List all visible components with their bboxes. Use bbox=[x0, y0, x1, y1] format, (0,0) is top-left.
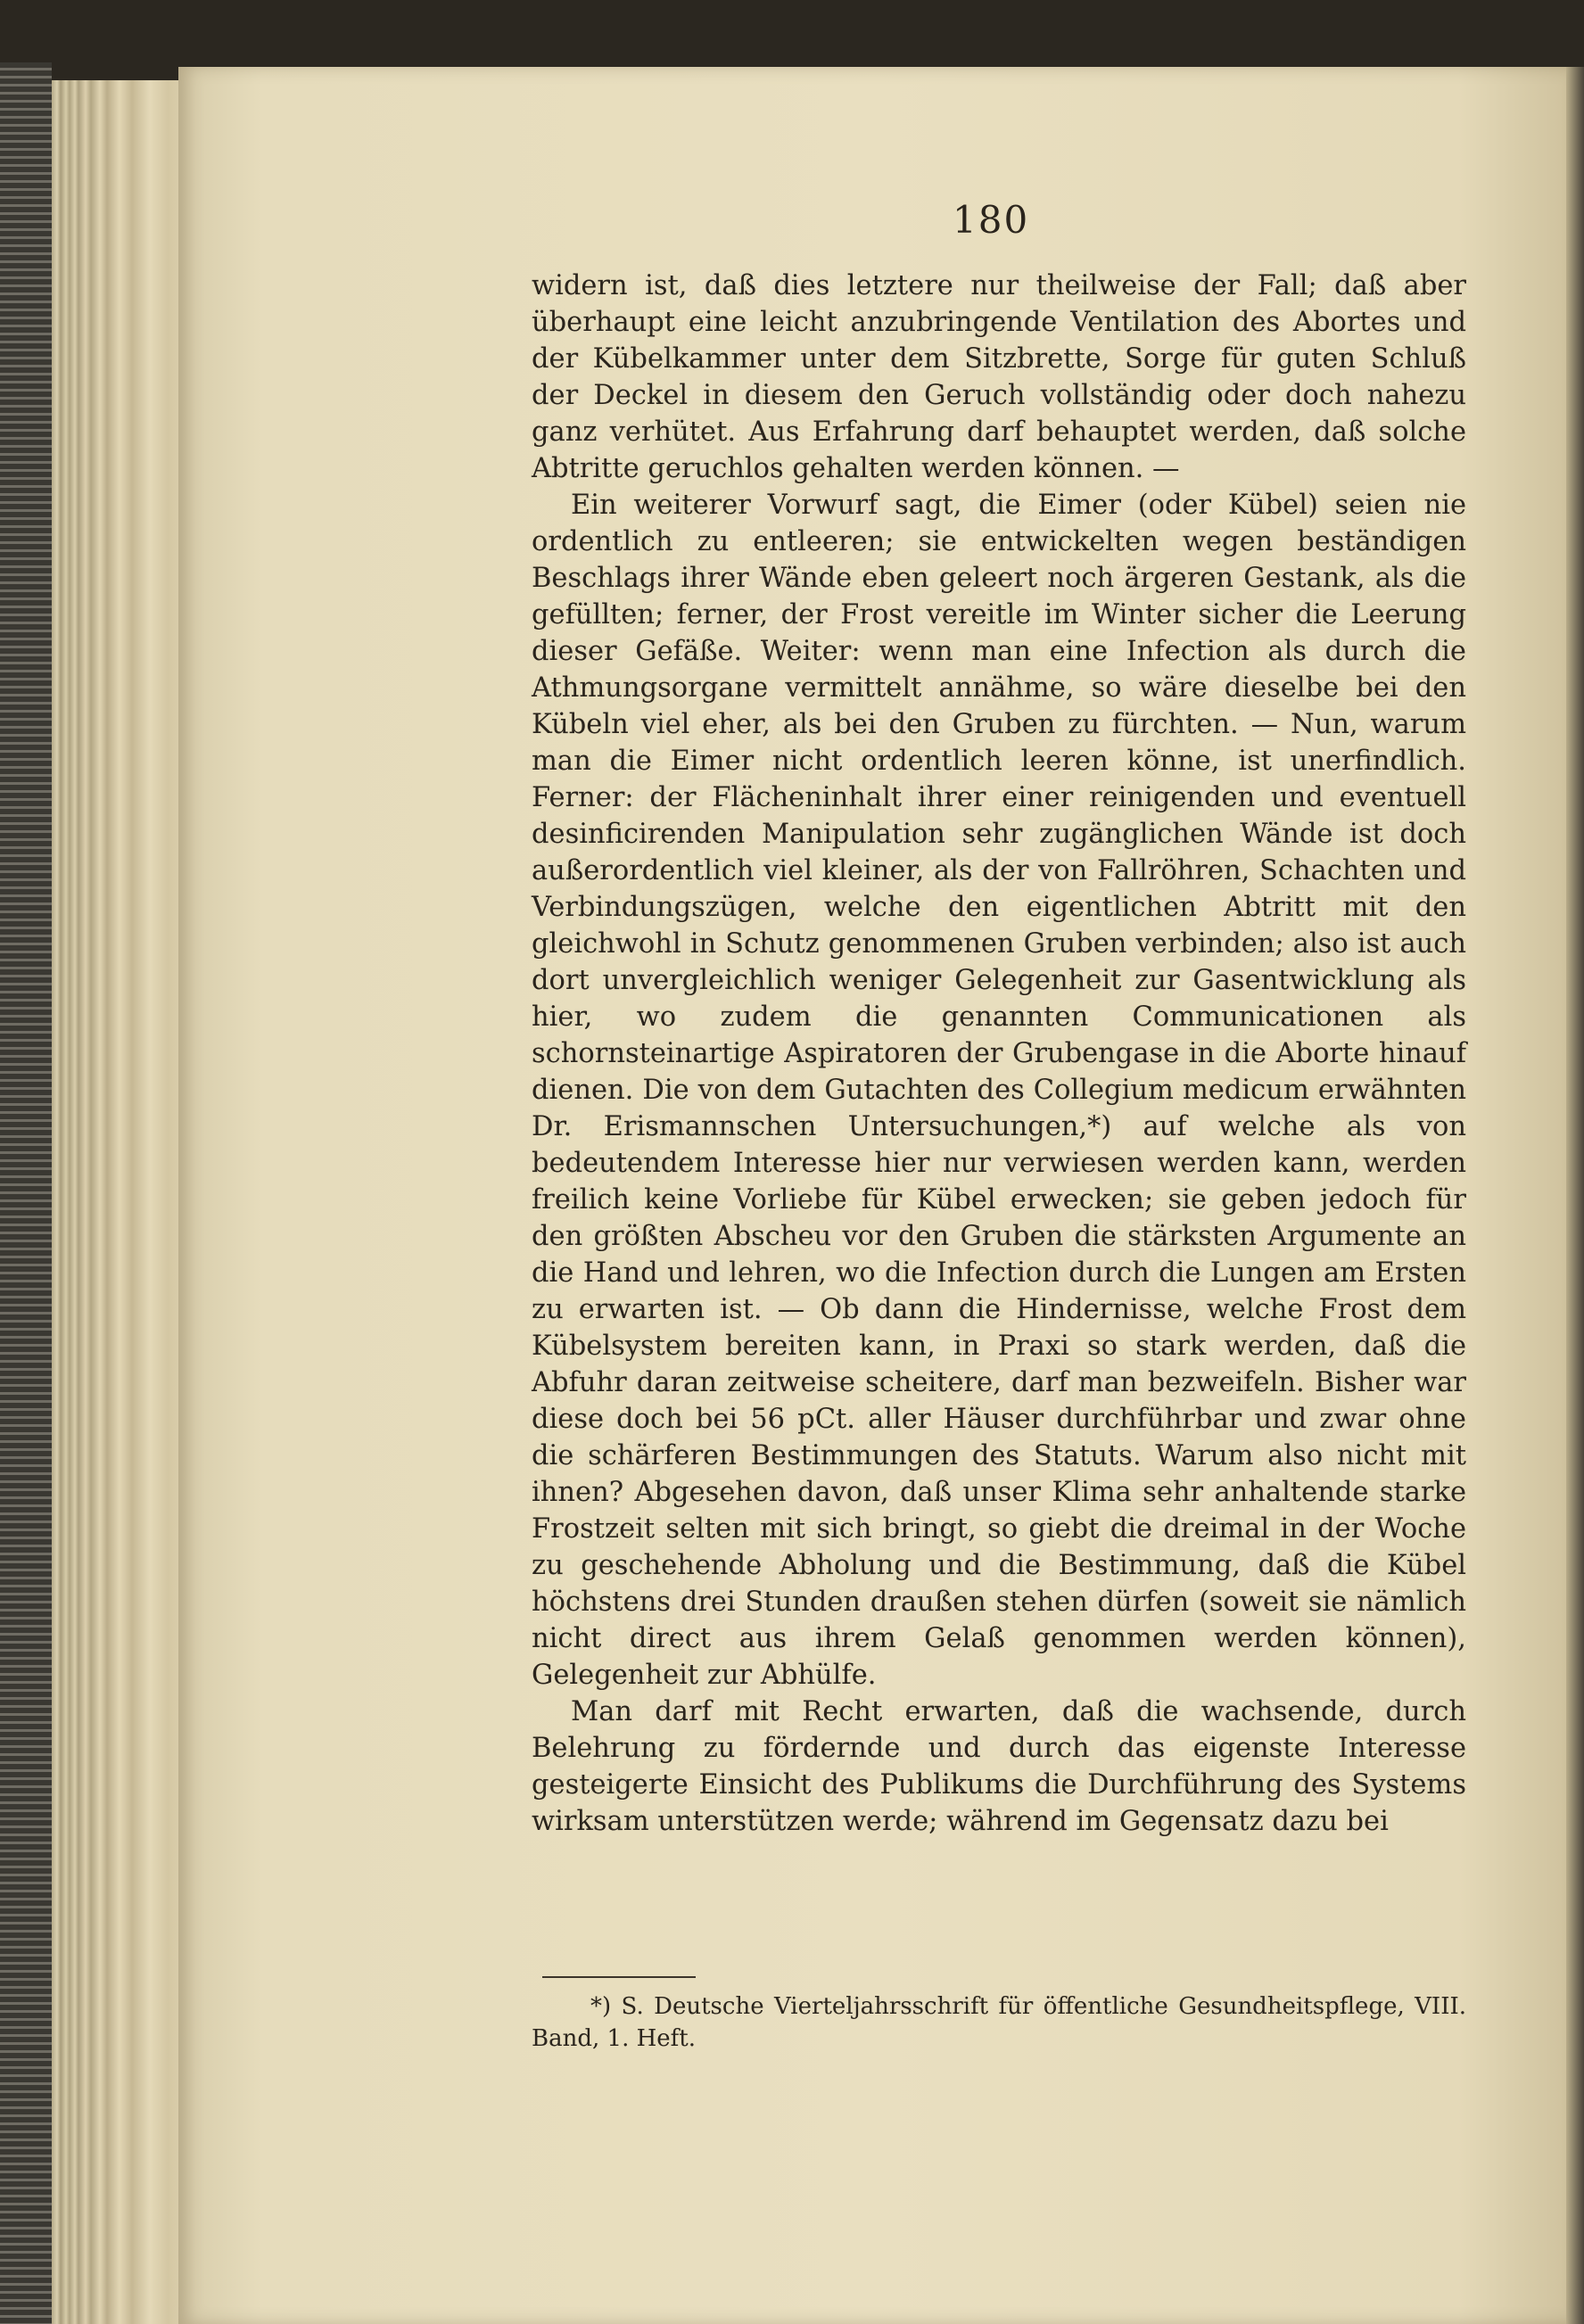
paragraph-2: Ein weiterer Vorwurf sagt, die Eimer (oder Kübel) seien nie ordentlich zu entleeren; sie entwickelten wegen beständigen Beschlags ihrer Wände eben geleert noch ärgeren Gestank, als die gefüllten; ferner, der Frost vereitle im Winter sicher die Leerung dieser Gefäße. Weiter: wenn man eine Infection als durch die Athmungsorgane vermittelt annähme, so wäre dieselbe bei den Kübeln viel eher, als bei den Gruben zu fürchten. — Nun, warum man die Eimer nicht ordentlich leeren könne, ist unerfindlich. Ferner: der Flächeninhalt ihrer einer reinigenden und eventuell desinficirenden Manipulation sehr zugänglichen Wände ist doch außerordentlich viel kleiner, als der von Fallröhren, Schachten und Verbindungszügen, welche den eigentlichen Abtritt mit den gleichwohl in Schutz genommenen Gruben verbinden; also ist auch dort unvergleichlich weniger Gelegenheit zur Gasentwicklung als hier, wo zudem die genannten Communicationen als schornsteinartige Aspiratoren der Grubengase in die Aborte hinauf dienen. Die von dem Gutachten des Collegium medicum erwähnten Dr. Erismannschen Untersuchungen,*) auf welche als von bedeutendem Interesse hier nur verwiesen werden kann, werden freilich keine Vorliebe für Kübel erwecken; sie geben jedoch für den größten Abscheu vor den Gruben die stärksten Argumente an die Hand und lehren, wo die Infection durch die Lungen am Ersten zu erwarten ist. — Ob dann die Hindernisse, welche Frost dem Kübelsystem bereiten kann, in Praxi so stark werden, daß die Abfuhr daran zeitweise scheitere, darf man bezweifeln. Bisher war diese doch bei 56 pCt. aller Häuser durchführbar und zwar ohne die schärferen Bestimmungen des Statuts. Warum also nicht mit ihnen? Abgesehen davon, daß unser Klima sehr anhaltende starke Frostzeit selten mit sich bringt, so giebt die dreimal in der Woche zu geschehende Abholung und die Bestimmung, daß die Kübel höchstens drei Stunden draußen stehen dürfen (soweit sie nämlich nicht direct aus ihrem Gelaß genommen werden können), Gelegenheit zur Abhülfe. bbox=[532, 490, 1466, 1691]
page-edges-stack bbox=[52, 80, 194, 2324]
footnote: *) S. Deutsche Vierteljahrsschrift für öffentliche Gesundheitspflege, VIII. Band, 1. Heft. bbox=[532, 1993, 1466, 2052]
paragraph-3: Man darf mit Recht erwarten, daß die wachsende, durch Belehrung zu fördernde und durch das eigenste Interesse gesteigerte Einsicht des Publikums die Durchführung des Systems wirksam unterstützen werde; während im Gegensatz dazu bei bbox=[532, 1696, 1466, 1837]
page-right-edge bbox=[1566, 67, 1584, 2324]
footnote-rule bbox=[542, 1976, 696, 1978]
body-text bbox=[532, 268, 1466, 1840]
page-number: 180 bbox=[953, 198, 1030, 242]
book-cover-edge bbox=[0, 62, 52, 2324]
paragraph-1: widern ist, daß dies letztere nur theilweise der Fall; daß aber überhaupt eine leicht anzubringende Ventilation des Abortes und der Kübelkammer unter dem Sitzbrette, Sorge für guten Schluß der Deckel in diesem den Geruch vollständig oder doch nahezu ganz verhütet. Aus Erfahrung darf behauptet werden, daß solche Abtritte geruchlos gehalten werden können. — bbox=[532, 270, 1466, 484]
